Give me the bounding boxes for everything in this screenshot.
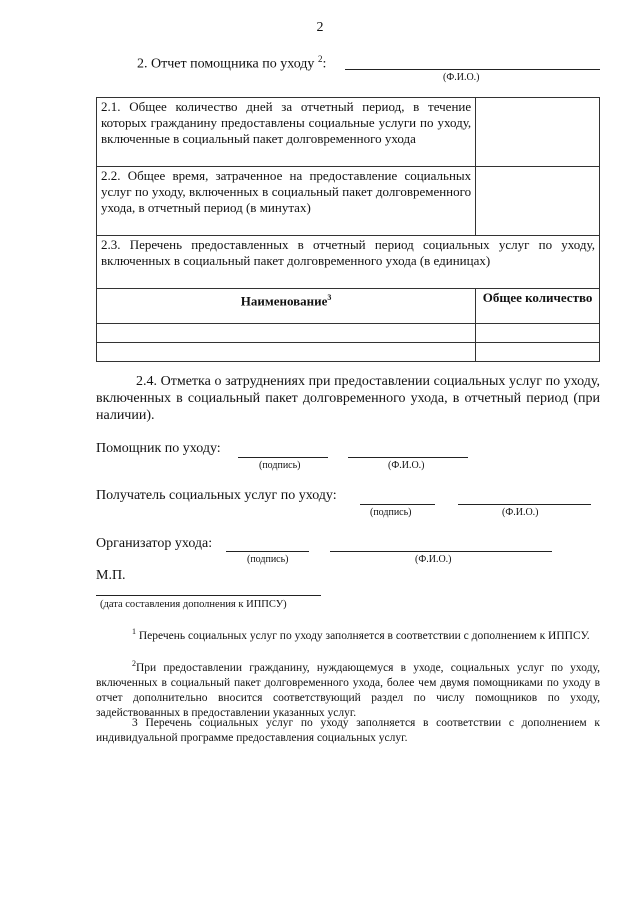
organizer-name-line <box>330 551 552 552</box>
fio-caption: (Ф.И.О.) <box>443 72 480 83</box>
report-table <box>96 97 600 362</box>
page-number: 2 <box>316 20 324 35</box>
row-2-2-text: 2.2. Общее время, затраченное на предоставление социальных услуг по уходу, включенных в социальный пакет долговременного ухода, в отчетный период (в минутах) <box>97 167 476 236</box>
footnote-ref-2: 2 <box>317 54 323 64</box>
footnote-3: 3 Перечень социальных услуг по уходу заполняется в соответствии с дополнением к индивидуальной программе предоставления социальных услуг. <box>96 717 600 744</box>
assistant-signature-line <box>238 457 328 458</box>
assistant-label: Помощник по уходу: <box>96 441 221 456</box>
date-caption: (дата составления дополнения к ИППСУ) <box>100 599 287 610</box>
row-2-2 <box>97 167 600 236</box>
signature-caption: (подпись) <box>370 507 412 518</box>
footnote-2-mark: 2 <box>132 659 136 668</box>
table-cell <box>476 324 600 343</box>
section-2-title-text: 2. Отчет помощника по уходу <box>137 56 315 72</box>
footnote-ref-3: 3 <box>327 293 332 302</box>
section-2-title <box>137 54 326 73</box>
row-2-1 <box>97 98 600 167</box>
recipient-name-line <box>458 504 591 505</box>
column-total-header: Общее количество <box>476 289 600 324</box>
table-cell <box>476 343 600 362</box>
date-line <box>96 595 321 596</box>
column-name-label: Наименование <box>240 293 328 309</box>
assistant-name-line <box>348 457 468 458</box>
organizer-label: Организатор ухода: <box>96 536 213 551</box>
stamp-place: М.П. <box>96 568 126 583</box>
table-cell <box>97 324 476 343</box>
footnote-2-text: При предоставлении гражданину, нуждающемуся в уходе, социальных услуг по уходу, включенных в социальный пакет долговременного ухода, более чем двумя помощниками по уходу в отчет дополнительно вносится соответствующий раздел по числу помощников по уходу, задействованных в предоставлении указанных услуг. <box>96 661 600 719</box>
organizer-signature-line <box>226 551 309 552</box>
footnote-2 <box>96 656 600 721</box>
recipient-signature-line <box>360 504 435 505</box>
footnote-1 <box>96 624 600 644</box>
section-2-4: 2.4. Отметка о затруднениях при предоставлении социальных услуг по уходу, включенных в социальный пакет долговременного ухода, в отчетный период (при наличии). <box>96 374 600 423</box>
colon: : <box>322 56 327 72</box>
fio-caption: (Ф.И.О.) <box>415 554 452 565</box>
row-2-3 <box>97 236 600 289</box>
signature-caption: (подпись) <box>259 460 301 471</box>
row-2-3-text: 2.3. Перечень предоставленных в отчетный период социальных услуг по уходу, включенных в социальный пакет долговременного ухода (в единицах) <box>97 236 600 289</box>
fio-caption: (Ф.И.О.) <box>388 460 425 471</box>
column-name-header <box>97 289 476 324</box>
row-2-2-value <box>476 167 600 236</box>
table-row <box>97 343 600 362</box>
row-2-1-value <box>476 98 600 167</box>
table-row <box>97 324 600 343</box>
footnote-1-mark: 1 <box>132 627 136 636</box>
row-2-1-text: 2.1. Общее количество дней за отчетный период, в течение которых гражданину предоставлены социальные услуги по уходу, включенные в социальный пакет долговременного ухода <box>97 98 476 167</box>
assistant-fio-line <box>345 69 600 70</box>
table-header-row <box>97 289 600 324</box>
signature-caption: (подпись) <box>247 554 289 565</box>
recipient-label: Получатель социальных услуг по уходу: <box>96 488 337 503</box>
table-cell <box>97 343 476 362</box>
fio-caption: (Ф.И.О.) <box>502 507 539 518</box>
footnote-1-text: Перечень социальных услуг по уходу заполняется в соответствии с дополнением к ИППСУ. <box>138 629 590 642</box>
